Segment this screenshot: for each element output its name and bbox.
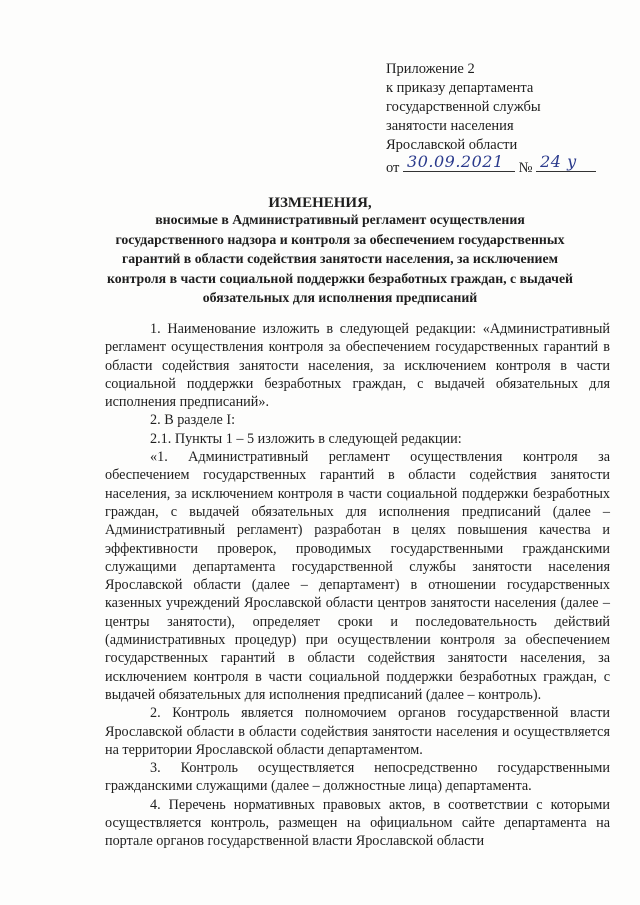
paragraph: 3. Контроль осуществляется непосредственно государственными гражданскими служащими (далее – должностные лица) департамента. [105, 760, 610, 795]
date-field [403, 152, 515, 172]
paragraph: «1. Административный регламент осуществления контроля за обеспечением государственных гарантий в области содействия занятости населения, за исключением контроля в части социальной поддержки безработных граждан, с выдачей обязательных для исполнения предписаний (далее – Административный регламент) разработан в целях повышения качества и эффективности проверок, проводимых государственными гражданскими служащими департамента государственной службы занятости населения Ярославской области (далее – департамент) в отношении государственных казенных учреждений Ярославской области центров занятости населения (далее – центры занятости), определяет сроки и последовательность действий (административных процедур) при осуществлении контроля за обеспечением государственных гарантий в области содействия занятости населения, за исключением контроля в части социальной поддержки безработных граждан, с выдачей обязательных для исполнения предписаний (далее – контроль). [105, 449, 610, 703]
annex-line: государственной службы [386, 99, 541, 115]
document-title: ИЗМЕНЕНИЯ, [268, 195, 372, 211]
paragraph: 2. В разделе I: [150, 412, 236, 429]
number-prefix: № [518, 160, 533, 176]
document-subtitle: вносимые в Административный регламент осуществления государственного надзора и контроля за обеспечением государственных гарантий в области содействия занятости населения, за исключением контроля в части социальной поддержки безработных граждан, с выдачей обязательных для исполнения предписаний [106, 212, 574, 305]
paragraph: 2. Контроль является полномочием органов государственной власти Ярославской области в области содействия занятости населения и осуществляется на территории Ярославской области департаментом. [105, 705, 610, 758]
date-prefix: от [386, 160, 400, 176]
paragraph: 1. Наименование изложить в следующей редакции: «Административный регламент осуществления контроля за обеспечением государственных гарантий в области содействия занятости населения, за исключением контроля в части социальной поддержки безработных граждан, с выдачей обязательных для исполнения предписаний». [105, 321, 610, 411]
handwritten-number: 24 у [540, 152, 577, 171]
handwritten-date: 30.09.2021 [407, 152, 504, 171]
paragraph: 2.1. Пункты 1 – 5 изложить в следующей редакции: [150, 430, 462, 447]
document-body [105, 320, 610, 851]
annex-line: Ярославской области [386, 137, 518, 153]
annex-line: к приказу департамента [386, 80, 534, 96]
annex-line: Приложение 2 [386, 61, 475, 77]
annex-date-number-line [386, 152, 616, 178]
annex-line: занятости населения [386, 118, 514, 134]
number-field [536, 152, 596, 172]
paragraph: 4. Перечень нормативных правовых актов, в соответствии с которыми осуществляется контроль, размещен на официальном сайте департамента на портале органов государственной власти Ярославской области [105, 796, 610, 850]
annex-block [386, 60, 616, 178]
